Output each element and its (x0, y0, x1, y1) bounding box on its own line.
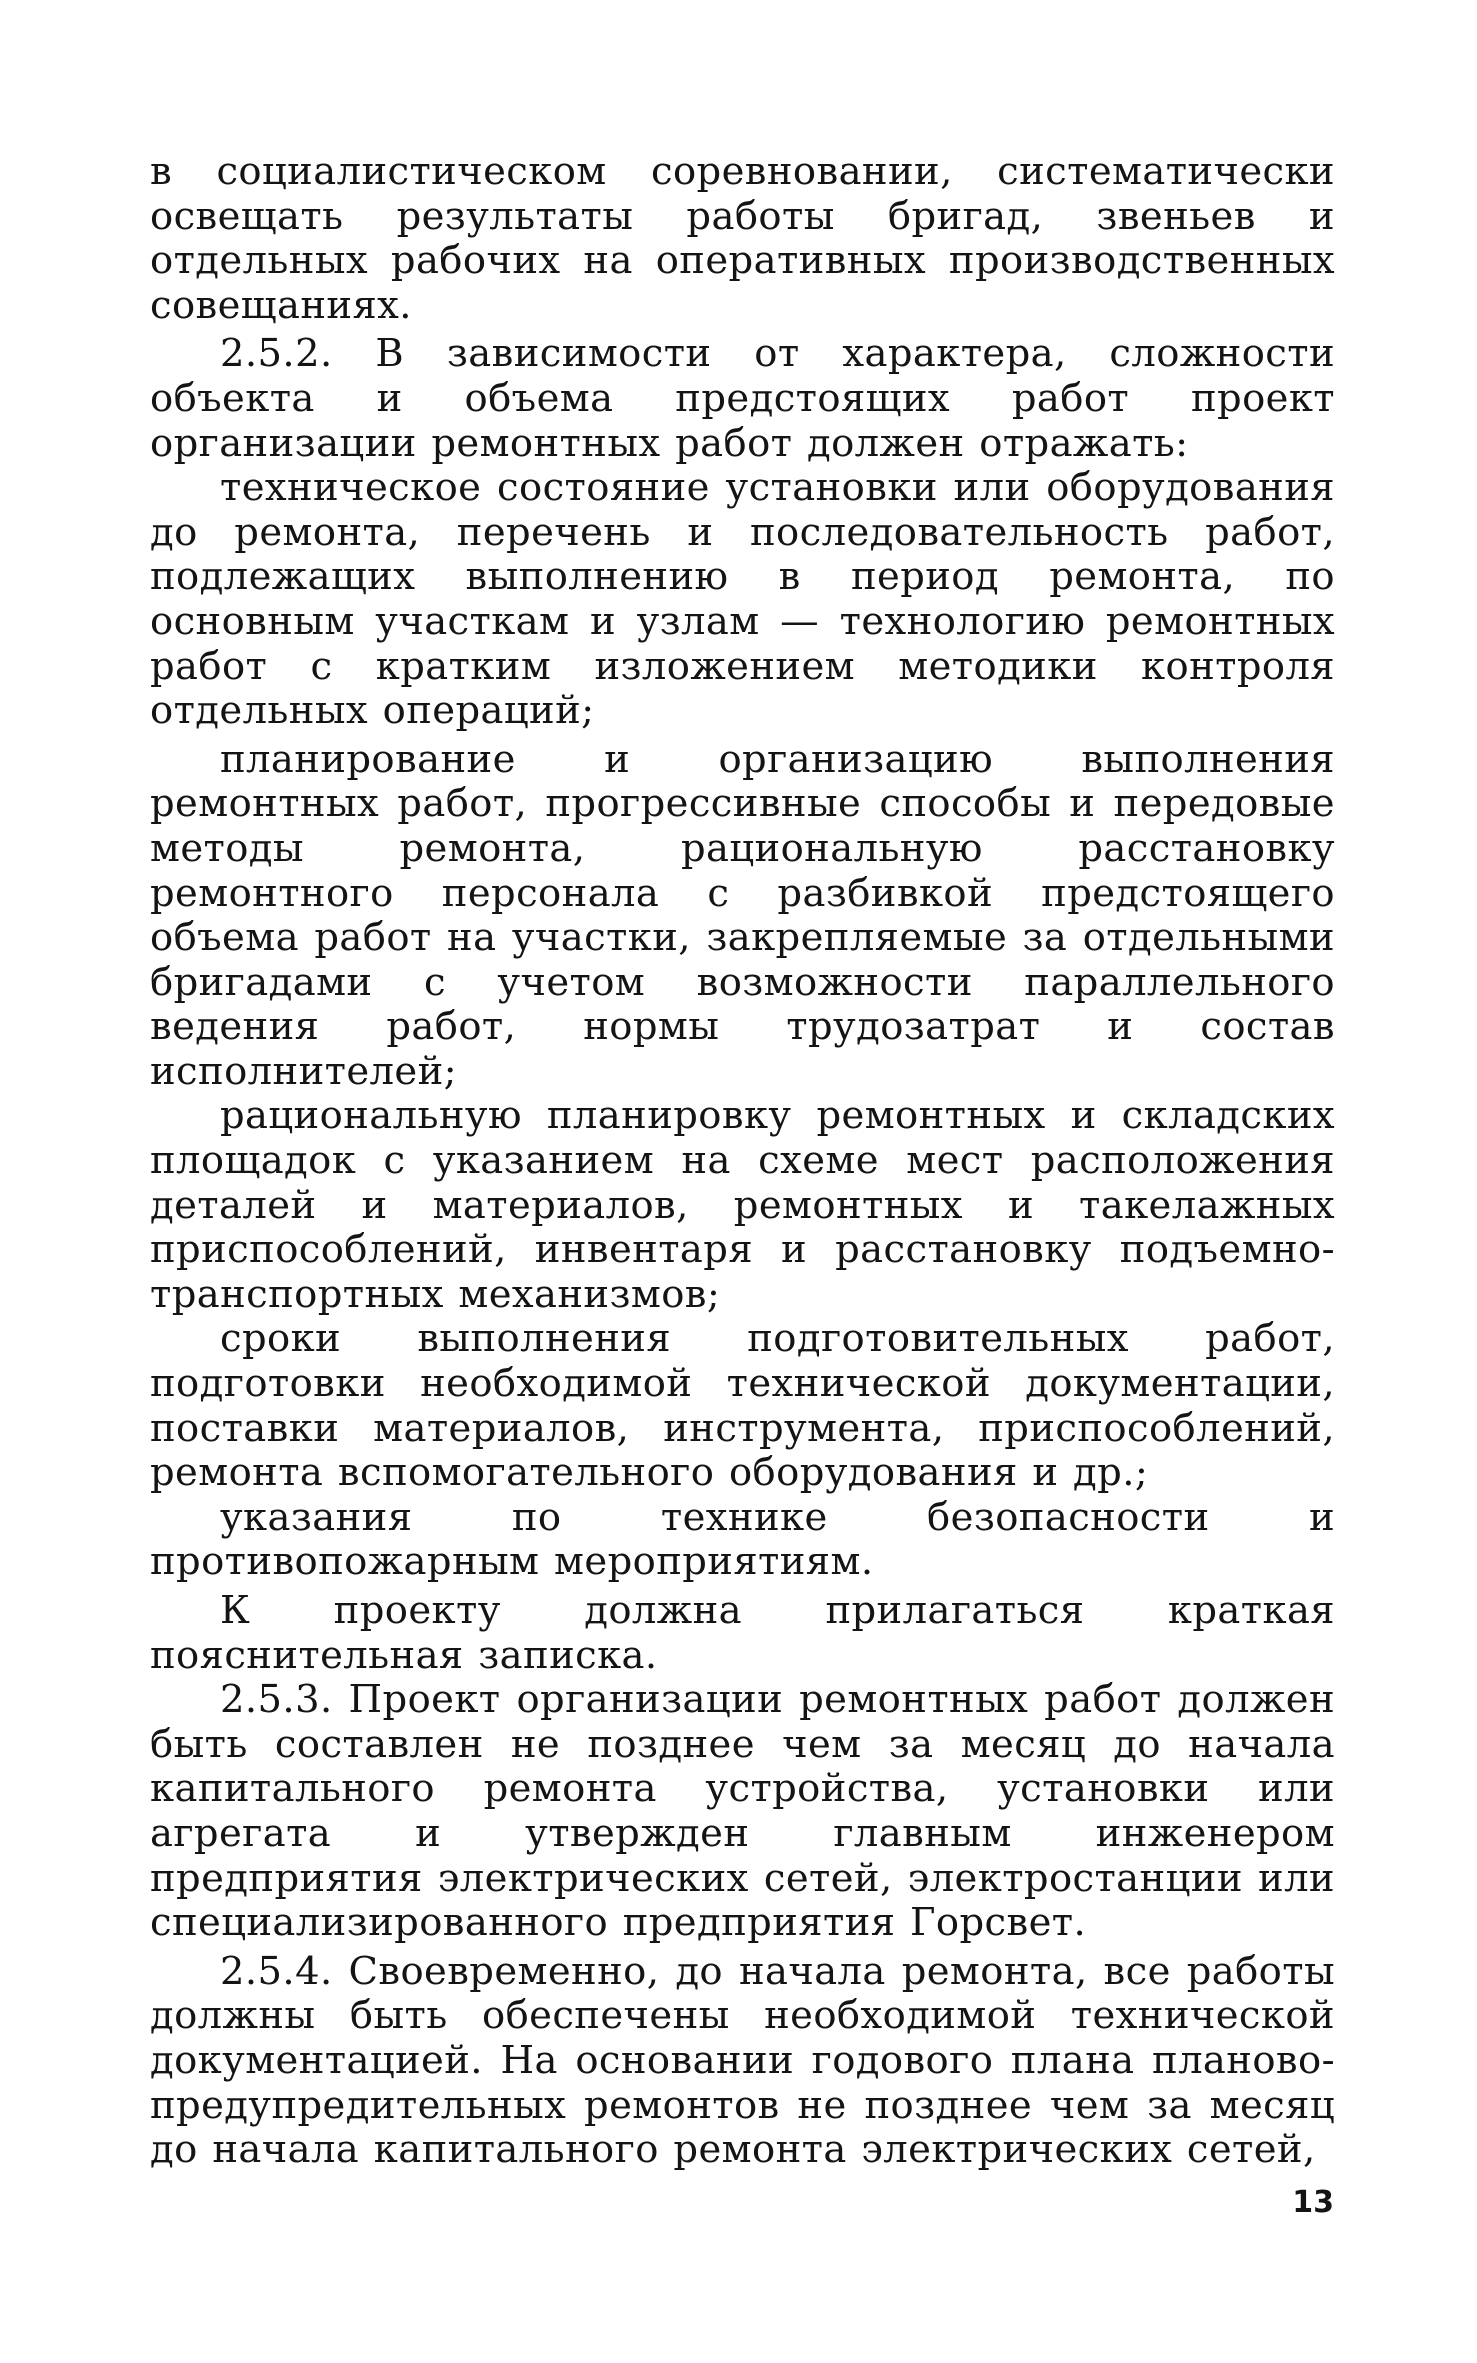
list-item-site-layout: рациональную планировку ремонтных и складских площадок с указанием на схеме мест расположения деталей и материалов, ремонтных и такелажных приспособлений, инвентаря и расстановку подъемно-транспортных механизмов; (150, 1093, 1335, 1317)
paragraph-continuation: в социалистическом соревновании, систематически освещать результаты работы бригад, звеньев и отдельных рабочих на оперативных производственных совещаниях. (150, 149, 1335, 328)
list-item-technical-state: техническое состояние установки или оборудования до ремонта, перечень и последовательность работ, подлежащих выполнению в период ремонта, по основным участкам и узлам — технологию ремонтных работ с кратким изложением методики контроля отдельных операций; (150, 465, 1335, 734)
page-number: 13 (1292, 2185, 1334, 2220)
list-item-deadlines: сроки выполнения подготовительных работ, подготовки необходимой технической документации, поставки материалов, инструмента, приспособлений, ремонта вспомогательного оборудования и др.; (150, 1316, 1335, 1496)
paragraph-explanatory-note: К проекту должна прилагаться краткая пояснительная записка. (150, 1588, 1335, 1678)
list-item-safety: указания по технике безопасности и противопожарным мероприятиям. (150, 1494, 1335, 1585)
paragraph-2-5-2: 2.5.2. В зависимости от характера, сложности объекта и объема предстоящих работ проект организации ремонтных работ должен отражать: (150, 331, 1335, 466)
page-body (150, 150, 1335, 2173)
paragraph-2-5-3: 2.5.3. Проект организации ремонтных работ должен быть составлен не позднее чем за месяц до начала капитального ремонта устройства, установки или агрегата и утвержден главным инженером предприятия электрических сетей, электростанции или специализированного предприятия Горсвет. (150, 1677, 1335, 1946)
paragraph-2-5-4: 2.5.4. Своевременно, до начала ремонта, все работы должны быть обеспечены необходимой технической документацией. На основании годового плана планово-предупредительных ремонтов не позднее чем за месяц до начала капитального ремонта электрических сетей, (150, 1948, 1335, 2173)
list-item-planning: планирование и организацию выполнения ремонтных работ, прогрессивные способы и передовые методы ремонта, рациональную расстановку ремонтного персонала с разбивкой предстоящего объема работ на участки, закрепляемые за отдельными бригадами с учетом возможности параллельного ведения работ, нормы трудозатрат и состав исполнителей; (150, 736, 1335, 1094)
